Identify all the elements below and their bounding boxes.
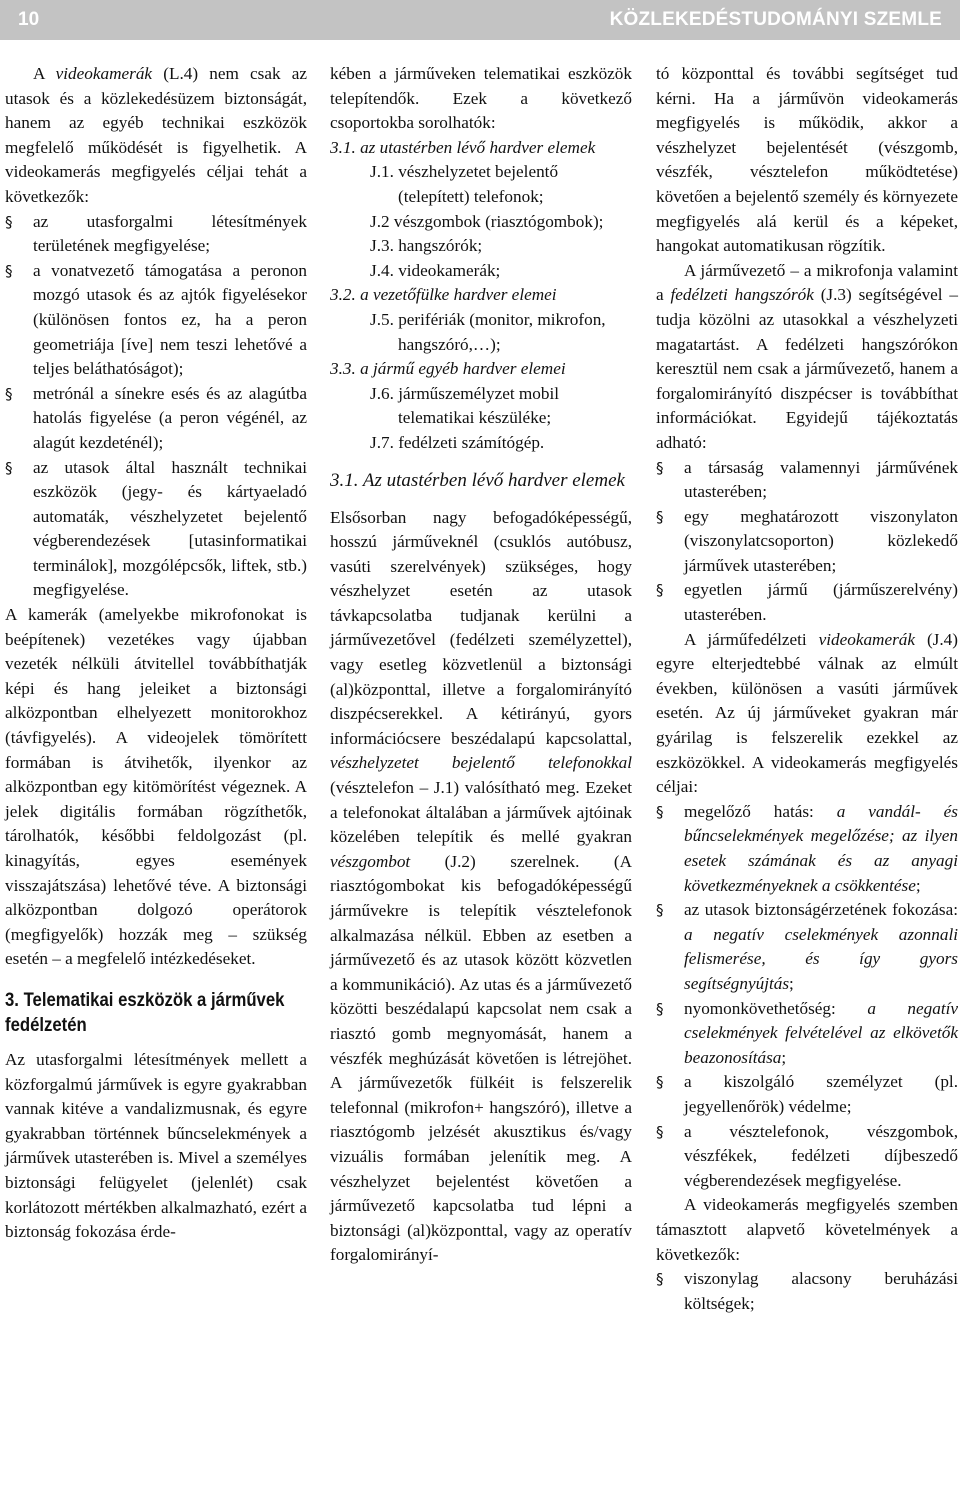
- section-heading: 3. Telematikai eszközök a járművek fedélzetén: [5, 989, 285, 1036]
- list-item: § nyomonkövethetőség: a negatív cselekmények felvételével az elkövetők beazonosítása;: [656, 997, 958, 1071]
- list-item: J.7. fedélzeti számítógép.: [370, 432, 545, 452]
- list-item: § egyetlen jármű (járműszerelvény) utasterében.: [656, 578, 958, 627]
- page-header: [0, 0, 960, 40]
- component-list: [330, 136, 632, 456]
- list-item: § az utasforgalmi létesítmények területének megfigyelése;: [5, 210, 307, 259]
- paragraph: A videokamerás megfigyelés szemben támasztott alapvető követelmények a következők:: [656, 1195, 958, 1264]
- list-item: J.6. járműszemélyzet mobil telematikai készüléke;: [370, 383, 560, 428]
- column-2: [330, 62, 632, 1268]
- paragraph: kében a járműveken telematikai eszközök telepítendők. Ezek a következő csoportokba sorolhatók:: [330, 64, 632, 133]
- column-1: [5, 62, 307, 1245]
- list-item: § egy meghatározott viszonylaton (viszonylatcsoporton) közlekedő járművek utasterében;: [656, 505, 958, 579]
- bullet-list: [656, 456, 958, 628]
- list-item: § a kiszolgáló személyzet (pl. jegyellenőrök) védelme;: [656, 1070, 958, 1119]
- list-group-title: 3.3. a jármű egyéb hardver elemei: [330, 359, 566, 379]
- page-number: 10: [18, 9, 40, 30]
- list-item: § az utasok biztonságérzetének fokozása: a negatív cselekmények azonnali felismerése, és így gyors segítségnyújtás;: [656, 898, 958, 996]
- list-group-title: 3.1. az utastérben lévő hardver elemek: [330, 137, 596, 157]
- list-item: § az utasok által használt technikai eszközök (jegy- és kártyaeladó automaták, vészhelyzetet bejelentő végberendezések [utasinformatikai terminálok], mozgólépcsők, liftek, stb.) megfigyelése.: [5, 456, 307, 604]
- list-group-title: 3.2. a vezetőfülke hardver elemei: [330, 285, 557, 305]
- bullet-list: [656, 1267, 958, 1316]
- list-item: J.4. videokamerák;: [370, 260, 501, 280]
- subsection-heading: 3.1. Az utastérben lévő hardver elemek: [330, 469, 625, 491]
- journal-title: KÖZLEKEDÉSTUDOMÁNYI SZEMLE: [609, 9, 942, 30]
- list-item: J.1. vészhelyzetet bejelentő (telepített) telefonok;: [370, 162, 559, 206]
- list-item: § metrónál a sínekre esés és az alagútba hatolás figyelése (a peron végénél, az alagút kezdeténél);: [5, 382, 307, 456]
- list-item: J.3. hangszórók;: [370, 236, 483, 256]
- paragraph: tó központtal és további segítséget tud kérni. Ha a járművön videokamerás megfigyelés is működik, akkor a vészhelyzet bejelentését (vészgomb, vészfék, vésztelefon működtetése) követően a bejelentő személy és környezete megfigyelés alá kerül és a képeket, hangokat automatikusan rögzítik.: [656, 64, 958, 256]
- paragraph: Elsősorban nagy befogadóképességű, hosszú járműveknél (csuklós autóbusz, vasúti szerelvények) szükséges, hogy vészhelyzet esetén az utasok távkapcsolatba tudjanak kerülni a járművezetővel (fedélzeti személyzettel), vagy esetleg közvetlenül a biztonsági (al)központtal, illetve a forgalomirányító diszpécserekkel. A kétirányú, gyors információcsere beszédalapú kapcsolattal, vészhelyzetet bejelentő telefonokkal (vésztelefon – J.1) valósítható meg. Ezeket a telefonokat általában a járművek ajtóinak közelében telepítik és mellé gyakran vészgombot (J.2) szerelnek. (A riasztógombokat kis befogadóképességű járművekre is telepítik vésztelefonok alkalmazása nélkül. Ebben az esetben a járművezető és az utasok között közvetlen a kommunikáció). Az utas és a járművezető közötti beszédalapú kapcsolat nem csak a riasztó gomb megnyomását, hanem a vészfék meghúzását követően is létrejöhet. A járművezetők fülkéit is felszerelik telefonnal (mikrofon+ hangszóró), illetve a riasztógomb jelzését akusztikus és/vagy vizuális formában jelenítik meg. A vészhelyzet bejelentést követően a járművezető kapcsolatba tud lépni a biztonsági (al)központtal, vagy az operatív forgalomirányí-: [330, 507, 632, 1265]
- column-3: [656, 62, 958, 1316]
- bullet-list: [5, 210, 307, 604]
- list-item: § viszonylag alacsony beruházási költségek;: [656, 1267, 958, 1316]
- paragraph: A járművezető – a mikrofonja valamint a fedélzeti hangszórók (J.3) segítségével – tudja közölni az utasokkal a vészhelyzeti magatartást. A fedélzeti hangszórókon keresztül nem csak a járművezető, hanem a forgalomirányító diszpécser is továbbíthat információkat. Egyidejű tájékoztatás adható:: [656, 260, 959, 452]
- list-item: § a társaság valamennyi járművének utasterében;: [656, 456, 958, 505]
- list-item: § a vonatvezető támogatása a peronon mozgó utasok és az ajtók figyelésekor (különösen fontos ez, ha a peron geometriája [íve] nem teszi lehetővé a teljes beláthatóságot);: [5, 259, 307, 382]
- paragraph: A kamerák (amelyekbe mikrofonokat is beépítenek) vezetékes vagy újabban vezeték nélküli átvitellel továbbíthatják képi és hang jeleiket a biztonsági alközpontban elhelyezett monitorokhoz (távfigyelés). A videojelek tömörített formában is átvihetők, ilyenkor az alközpontban egy kitömörítést végeznek. A jelek digitális formában rögzíthetők, tárolhatók, későbbi feldolgozást (pl. kinagyítás, egyes események visszajátszása) lehetővé téve. A biztonsági alközpontban dolgozó operátorok (megfigyelők) hozzák meg – szükség esetén – a megfelelő intézkedéseket.: [5, 605, 307, 969]
- bullet-list: [656, 800, 958, 1194]
- paragraph: Az utasforgalmi létesítmények mellett a közforgalmú járművek is egyre gyakrabban vannak kitéve a vandalizmusnak, és egyre gyakrabban történnek bűncselekmények a járművek utasterében is. Mivel a személyes biztonsági felügyelet (jelenlét) csak korlátozott mértékben alkalmazható, ezért a biztonság fokozása érde-: [5, 1049, 307, 1242]
- paragraph: A videokamerák (L.4) nem csak az utasok és a közlekedésüzem biztonságát, hanem az egyéb technikai eszközök megfelelő működését is figyelhetik. A videokamerás megfigyelés céljai tehát a következők:: [5, 64, 307, 206]
- list-item: J.5. perifériák (monitor, mikrofon, hangszóró,…);: [370, 309, 606, 354]
- list-item: § megelőző hatás: a vandál- és bűncselekmények megelőzése; az ilyen esetek számának és az anyagi következményeknek a csökkentése;: [656, 800, 958, 898]
- paragraph: A járműfedélzeti videokamerák (J.4) egyre elterjedtebbé válnak az elmúlt években, különösen a vasúti járművek esetén. Az új járműveket gyakran már gyárilag is felszerelik ezekkel az eszközökkel. A videokamerás megfigyelés céljai:: [656, 629, 958, 797]
- list-item: § a vésztelefonok, vészgombok, vészfékek, fedélzeti díjbeszedő végberendezések megfigyelése.: [656, 1120, 958, 1194]
- list-item: J.2 vészgombok (riasztógombok);: [370, 211, 604, 231]
